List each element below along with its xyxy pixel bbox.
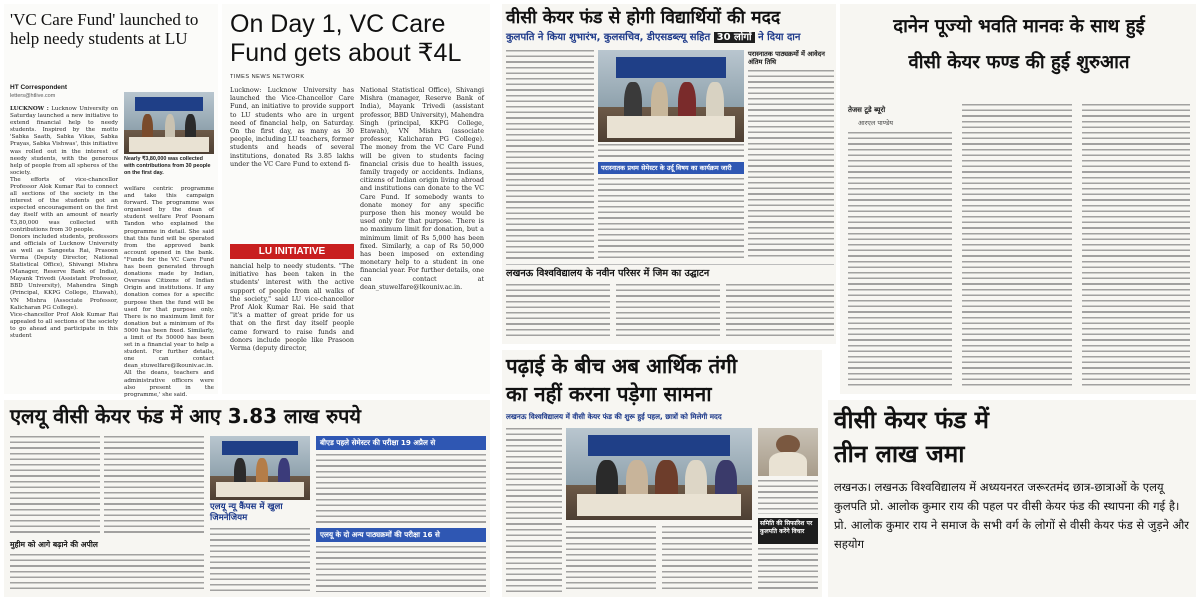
hindi1-bottom-body-2 bbox=[616, 284, 720, 340]
hindi3-body-col3 bbox=[10, 554, 204, 592]
hindi4-side-body bbox=[758, 480, 818, 514]
ht-body-1: Lucknow University on Saturday launched a new initiative to extend financial help to needy students. Inspired by the motto 'Sabka Saath, Sabka Vikas, Sabka Prayas, Sabka Vishwas', this initiative was rolled out in the interest of needy students, with the generous help of people from all spheres of the society. bbox=[10, 106, 118, 176]
hindi3-clipping bbox=[4, 400, 490, 597]
hindi1-side-head: परास्नातक पाठ्यक्रमों में आवेदन अंतिम तिथि bbox=[748, 50, 825, 67]
hindi1-bottom-body-1 bbox=[506, 284, 610, 340]
hindi4-box-body bbox=[758, 548, 818, 592]
ht-photo-caption: Nearly ₹3,80,000 was collected with contributions from 30 people on the first day. bbox=[124, 156, 211, 176]
hindi4-subhead: लखनऊ विश्वविद्यालय में वीसी केयर फंड की शुरू हुई पहल, छात्रों को मिलेगी मदद bbox=[506, 412, 722, 421]
hindi2-byline-2: आरएल पाण्डेय bbox=[858, 119, 894, 127]
hindi3-body-col1 bbox=[10, 436, 100, 536]
ht-byline: HT Correspondent bbox=[10, 84, 68, 91]
hindi1-divider bbox=[506, 264, 834, 265]
hindi4-body-col1 bbox=[506, 428, 562, 592]
ht-body-col2: welfare centric programme and take this campaign forward. The programme was organised by the dean of student welfare Prof Poonam Tandon who explained the programme in detail. She said that this fund will be operated from the approved bank account opened in the bank. "Funds for the VC Care Fund has been generated through donations made by Indian, Overseas Citizens of Indian Origin and institutions. If any donation comes for a specific purpose then the fund will be used for that purpose only. There is no maximum limit for donation but a minimum of Rs 5000 has been fixed. Similarly, a limit of Rs 50000 has been set in a financial year to help a student. For further details, one can contact dean_stuwelfare@lkouniv.ac.in. All the deans, teachers and administrative officers were also present in the programme,' she said. bbox=[124, 186, 214, 398]
hindi4-box-title: समिति की सिफारिश पर कुलपति करेंगे विचार bbox=[758, 518, 818, 544]
hindi2-col-1 bbox=[848, 132, 952, 388]
hindi1-subhead-end: ने दिया दान bbox=[758, 32, 801, 43]
hindi5-body: लखनऊ। लखनऊ विश्वविद्यालय में अध्ययनरत जरूरतमंद छात्र-छात्राओं के एलयू कुलपति प्रो. आलोक कुमार राय की पहल पर वीसी केयर फंड की स्थापना की गई है। प्रो. आलोक कुमार राय ने समाज के सभी वर्ग के लोगों से वीसी केयर फंड से जुड़ने और सहयोग bbox=[834, 480, 1189, 551]
hindi3-box-body-2 bbox=[316, 454, 486, 524]
toi-headline: On Day 1, VC Care Fund gets about ₹4L bbox=[230, 10, 462, 67]
hindi4-headline-2: का नहीं करना पड़ेगा सामना bbox=[506, 382, 712, 406]
hindi1-caption bbox=[598, 144, 744, 158]
hindi2-clipping bbox=[840, 4, 1196, 394]
toi-col1b: nancial help to needy students. "The initiative has been taken in the students' interest with the active support of people from all walks of the society," said LU vice-chancellor Prof Alok Kumar Rai. He said that "it's a matter of great pride for us that on the first day itself people came forward to raise funds and donors include people like Prasoon Verma (deputy director, bbox=[230, 262, 354, 353]
hindi1-bottom-body-3 bbox=[726, 284, 834, 340]
hindi1-body-left bbox=[506, 50, 594, 260]
hindi1-photo bbox=[598, 50, 744, 142]
hindi3-bold-line: मुहीम को आगे बढ़ाने की अपील bbox=[10, 540, 98, 549]
hindi4-headline-1: पढ़ाई के बीच अब आर्थिक तंगी bbox=[506, 354, 738, 378]
hindi2-col-2 bbox=[962, 104, 1072, 388]
hindi4-clipping bbox=[502, 350, 822, 597]
toi-clipping bbox=[222, 4, 490, 394]
toi-col2: National Statistical Office), Shivangi Mishra (manager, Reserve Bank of India), Mayank Trivedi (assistant professor, BBD University), Mahendra Singh (principal, KKPG College, Etawah), VN Mishra (associate professor, Kalicharan PG College). The money from the VC Care Fund will be given to students facing financial crisis due to health issues, family tragedy or accidents. Indians, citizens of Indian origin living abroad and institutions can donate to the VC Care Fund. If somebody wants to donate money for any specific purpose then his money would be used only for that purpose. There is no maximum limit for donation, but a minimum limit of Rs 5,000 has been fixed. Similarly, a cap of Rs 50,000 has been imposed on extending monetary help to a student in one financial year. For further details, one can contact at dean_stuwelfare@lkouniv.ac.in. bbox=[360, 86, 484, 291]
toi-tag: LU INITIATIVE bbox=[230, 244, 354, 259]
hindi2-headline-2: वीसी केयर फण्ड की हुई शुरुआत bbox=[908, 52, 1130, 73]
hindi3-box-head-2: बीएड पहले सेमेस्टर की परीक्षा 19 अप्रैल से bbox=[316, 436, 486, 450]
hindi1-subhead-text: कुलपति ने किया शुभारंभ, कुलसचिव, डीएसडब्ल्यू सहित bbox=[506, 32, 711, 43]
ht-photo bbox=[124, 92, 214, 154]
hindi4-body-col2 bbox=[566, 526, 656, 592]
hindi1-side-body bbox=[748, 70, 834, 260]
ht-body-3: Donors included students, professors and officials of Lucknow University as well as Sangeeta Rai, Prasoon Verma (Deputy Director, National Statistical Office), Shivangi Mishra (Manager, Reserve Bank of India), Mayank Trivedi (Assistant Professor, BBD University), Mahendra Singh (Principal, KKPG College, Etawah), VN Mishra (Associate Professor, Kalicharan PG College). bbox=[10, 233, 118, 311]
ht-email: letters@htlive.com bbox=[10, 93, 56, 99]
ht-body-col1 bbox=[10, 106, 118, 392]
hindi3-box-head-3: एलयू के दो अन्य पाठ्यक्रमों की परीक्षा 16 से bbox=[316, 528, 486, 542]
hindi5-headline-2: तीन लाख जमा bbox=[834, 440, 965, 468]
hindi1-mid-body bbox=[598, 178, 744, 260]
hindi4-portrait bbox=[758, 428, 818, 476]
hindi3-headline: एलयू वीसी केयर फंड में आए 3.83 लाख रुपये bbox=[10, 404, 362, 428]
hindi3-photo bbox=[210, 436, 310, 500]
ht-dateline: LUCKNOW : bbox=[10, 106, 49, 112]
hindi4-body-col3 bbox=[662, 526, 752, 592]
hindi1-subhead-badge: 30 लोगों bbox=[714, 32, 755, 43]
ht-clipping bbox=[4, 4, 218, 398]
hindi2-headline-1: दानेन पूज्यो भवति मानवः के साथ हुई bbox=[893, 16, 1145, 37]
hindi5-headline-1: वीसी केयर फंड में bbox=[834, 406, 989, 434]
hindi1-mid-head: परास्नातक प्रथम सेमेस्टर के उर्दू विषय का कार्यक्रम जारी bbox=[598, 162, 744, 174]
hindi1-bottom-head: लखनऊ विश्वविद्यालय के नवीन परिसर में जिम का उद्घाटन bbox=[506, 268, 710, 279]
hindi1-subhead bbox=[506, 31, 834, 45]
toi-col1a: Lucknow: Lucknow University has launched the Vice-Chancellor Care Fund, an initiative to provide support to LU students who are in urgent need of financial help, on Saturday. On the first day, as many as 30 people, including LU teachers, former students and heads of several institutions, donated Rs 3.85 lakhs under the VC Care Fund to extend fi- bbox=[230, 86, 354, 168]
hindi3-body-col2 bbox=[104, 436, 204, 536]
hindi4-photo bbox=[566, 428, 752, 520]
ht-headline: 'VC Care Fund' launched to help needy students at LU bbox=[10, 10, 199, 48]
hindi3-box-body-1 bbox=[210, 528, 310, 592]
hindi5-clipping bbox=[828, 400, 1196, 597]
hindi1-clipping bbox=[502, 4, 836, 344]
hindi3-box-head-1: एलयू न्यू कैंपस में खुला जिमनेजियम bbox=[210, 502, 283, 523]
toi-byline: TIMES NEWS NETWORK bbox=[230, 74, 305, 80]
hindi2-byline-1: तेजस टूडे ब्यूरो bbox=[848, 106, 886, 114]
ht-body-4: Vice-chancellor Prof Alok Kumar Rai appealed to all sections of the society to go ahead and participate in this student bbox=[10, 311, 118, 339]
ht-body-2: The efforts of vice-chancellor Professor Alok Kumar Rai to connect all sections of the society in the interest of the students got an expected encouragement on the first day itself with an amount of nearly ₹3,80,000 was collected with contributions from 30 people. bbox=[10, 176, 118, 233]
hindi3-box-body-3 bbox=[316, 546, 486, 592]
hindi1-headline: वीसी केयर फंड से होगी विद्यार्थियों की मदद bbox=[506, 8, 781, 28]
hindi2-col-3 bbox=[1082, 104, 1190, 388]
